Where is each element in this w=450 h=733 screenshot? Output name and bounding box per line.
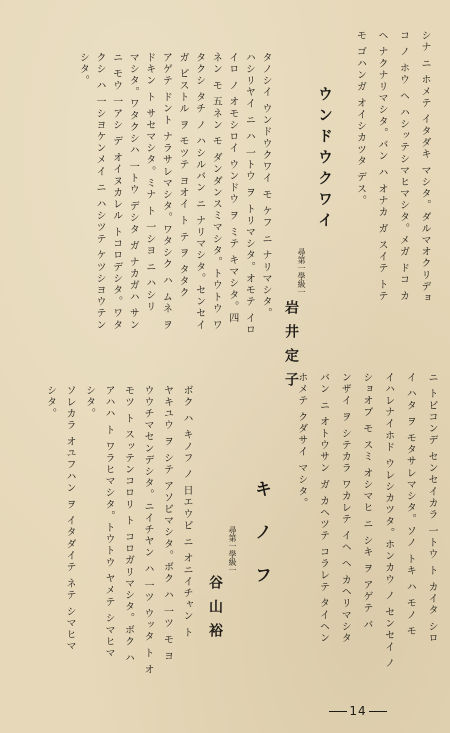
text-column: イ ハタ ヲ モタサレマシタ。ソノ トキ ハ モノ モ (404, 372, 416, 638)
text-column: バン ニ オトウサン ガ カヘツテ コラレテ タイヘン (317, 372, 329, 645)
text-column: ショオブ モ スミ オシマヒ ニ シキ ヲ アゲテ バ (360, 372, 372, 631)
text-column: ニ モウ 一アシ デ オイヌカレル トコロデシタ。ワタ (110, 52, 122, 332)
text-column: ウウチマセンデシタ。ニイチヤン ハ 一ツ ウッタ ト オ (142, 385, 153, 676)
text-column: ネン モ 五ネン モ ダンダンスミマシタ。トウトウ ワ (210, 52, 222, 332)
text-column: ガ ピストル ヲ モツテ ヨオイ ト テ ヲ タタク (177, 52, 188, 300)
author-grade-label-2: 尋第一學級一 (228, 526, 237, 574)
page-number-value: 14 (349, 704, 367, 718)
text-column: ハシリヤイ ニ ハ 一トウ ヲ トリマシタ。オモテ イロ (243, 52, 255, 336)
author-name-2: 谷山裕 (207, 575, 223, 647)
text-column: ニ トビコンデ センセイカラ 一トウ ト カイタ シロ (426, 372, 437, 645)
text-column: ボク ハ キノフ ノ 日エウビ ニ オニイチャン ト (181, 385, 192, 639)
text-column: マシタ。ワタクシハ 一トウ デシタ ガ ナカガハ サン (127, 52, 139, 332)
text-column: タノシイ ウンドウクワイ モ ケフ ニ ナリマシタ。 (260, 52, 271, 320)
text-column: モツ ト スッテンコロリ ト コロガリマシタ。ボク ハ (122, 385, 134, 665)
story-title-undoukuwai: ウンドウクワイ (316, 86, 334, 233)
text-column: タクシ タチ ノ ハシルバン ニ ナリマシタ。センセイ (193, 52, 205, 332)
text-column: イハレナイホド ウレシカツタ。ホンカウ ノ センセイ ノ (382, 372, 394, 670)
text-column: アハハ ト ワラヒマシタ。トウトウ ヤメテ シマヒマ (103, 385, 114, 660)
text-column: シタ。 (83, 385, 95, 420)
text-column: モ ゴハンガ オイシカツタ デス。 (354, 30, 366, 207)
text-column: ヤキユウ ヲ シテ アソビマシタ。ボク ハ 一ツ モ ヨ (161, 385, 173, 663)
text-column: ドキン ト サセマシタ。ミナ ト 一シヨ ニ ハシリ (143, 52, 155, 313)
text-column: シタ。 (77, 52, 89, 87)
author-name: 岩井定子 (283, 300, 299, 396)
text-column: ホメテ クダサイ マシタ。 (295, 372, 307, 510)
text-column: アゲテ ドント ナラサレマシタ。ワタシク ハ ムネ ヲ (160, 52, 172, 332)
page-number (318, 704, 398, 718)
text-column: シナ ニ ホメテ イタダキ マシタ。ダルマオクリデョ (419, 30, 430, 305)
text-column: イロ ノ オモシロイ ウンドウ ヲ ミテ キマシタ。四 (226, 52, 238, 325)
text-column: コ ノ ホウ ヘ ハシッテシマヒマシタ。メガ ドコ カ (397, 30, 409, 303)
text-column: ンザイ ヲ シテカラ ワカレテ イヘ ヘ カヘリマシタ (339, 372, 351, 645)
text-column: クシ ハ 一シヨケンメイ ニ ハシツテ ケツシヨウテン (94, 52, 105, 332)
text-column: ソレカラ オユフハン ヲ イタダイテ ネテ シマヒマ (64, 385, 75, 653)
text-column: ヘ ナクナリマシタ。バン ハ オナカ ガ スイテ トテ (376, 30, 387, 303)
author-grade-label: 尋第一學級一 (297, 248, 306, 296)
story-title-kinofu: キノフ (251, 480, 271, 609)
text-column: シタ。 (44, 385, 56, 420)
